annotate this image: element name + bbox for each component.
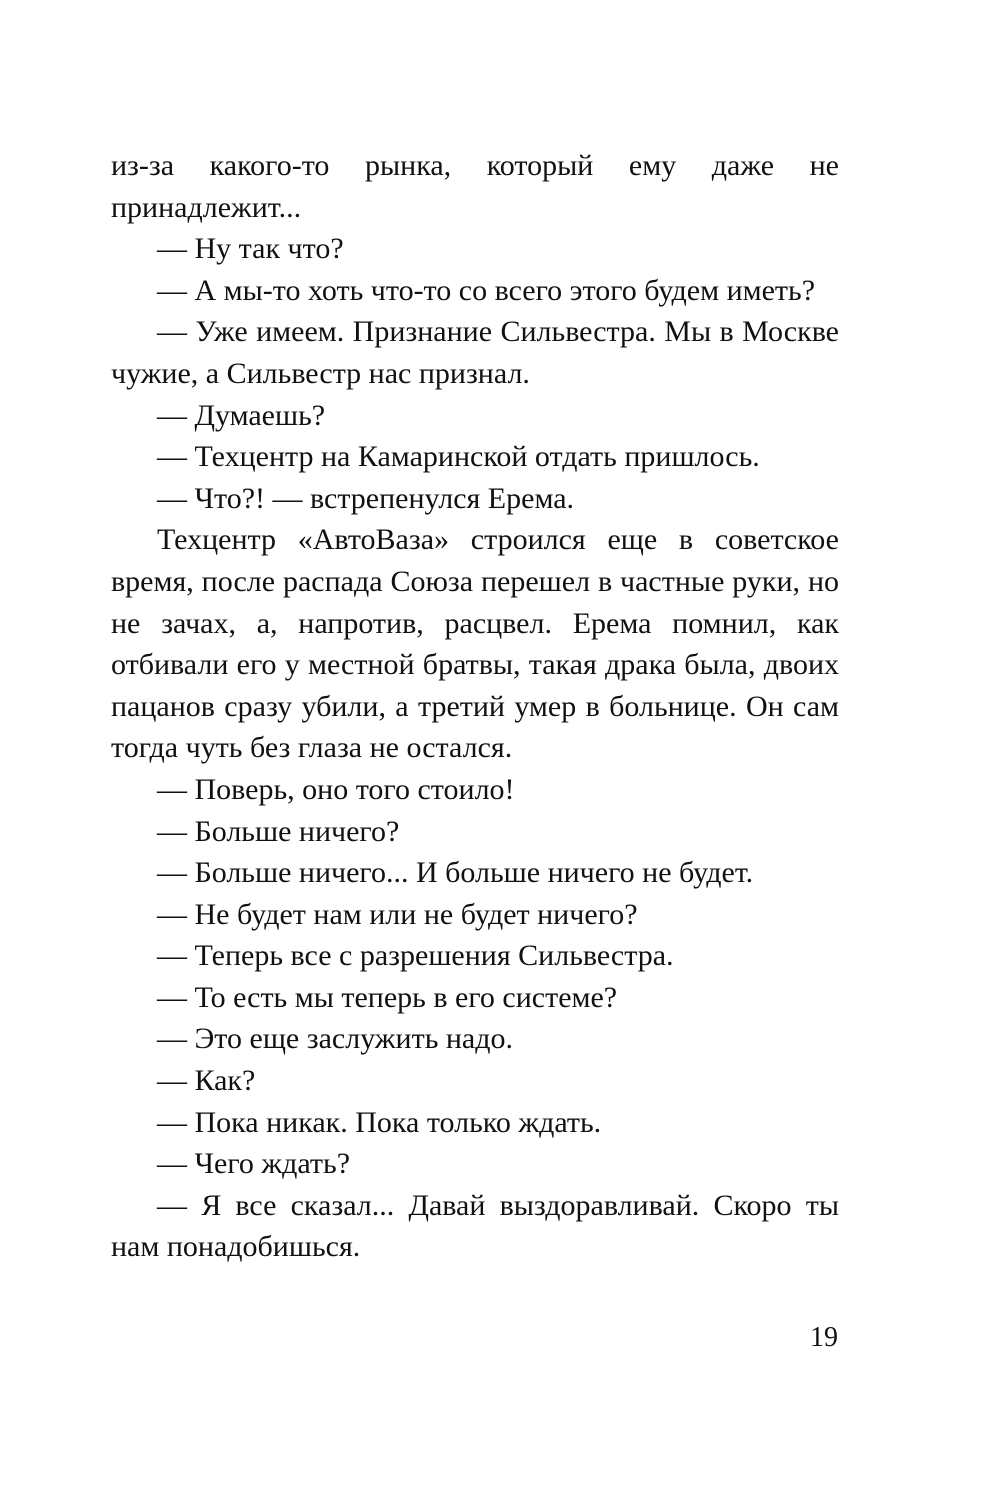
paragraph-18: — Чего ждать? bbox=[157, 1147, 351, 1181]
paragraph-19: — Я все сказал... Давай выздоравливай. Скоро ты нам понадобишься. bbox=[111, 1188, 839, 1264]
paragraph-4: — Уже имеем. Признание Сильвестра. Мы в Москве чужие, а Сильвестр нас признал. bbox=[111, 315, 839, 390]
paragraph-14: — То есть мы теперь в его системе? bbox=[157, 980, 618, 1014]
paragraph-10: — Больше ничего? bbox=[157, 814, 400, 848]
paragraph-5: — Думаешь? bbox=[157, 398, 326, 432]
paragraph-16: — Как? bbox=[157, 1064, 256, 1098]
paragraph-12: — Не будет нам или не будет ничего? bbox=[157, 897, 638, 931]
page-text bbox=[111, 145, 839, 1268]
paragraph-3: — А мы-то хоть что-то со всего этого будем иметь? bbox=[157, 273, 816, 307]
paragraph-6: — Техцентр на Камаринской отдать пришлось. bbox=[157, 440, 760, 474]
paragraph-11: — Больше ничего... И больше ничего не будет. bbox=[157, 856, 754, 890]
paragraph-2: — Ну так что? bbox=[157, 232, 344, 266]
paragraph-7: — Что?! — встрепенулся Ерема. bbox=[157, 481, 575, 515]
paragraph-9: — Поверь, оно того стоило! bbox=[157, 772, 515, 806]
page-number: 19 bbox=[810, 1322, 838, 1353]
paragraph-15: — Это еще заслужить надо. bbox=[157, 1022, 514, 1056]
paragraph-8: Техцентр «АвтоВаза» строился еще в советское время, после распада Союза перешел в частные руки, но не зачах, а, напротив, расцвел. Ерема помнил, как отбивали его у местной братвы, такая драка была, двоих пацанов сразу убили, а третий умер в больнице. Он сам тогда чуть без глаза не остался. bbox=[111, 523, 839, 765]
paragraph-17: — Пока никак. Пока только ждать. bbox=[157, 1105, 602, 1139]
paragraph-13: — Теперь все с разрешения Сильвестра. bbox=[157, 939, 674, 973]
paragraph-1: из-за какого-то рынка, который ему даже не принадлежит... bbox=[111, 149, 839, 224]
